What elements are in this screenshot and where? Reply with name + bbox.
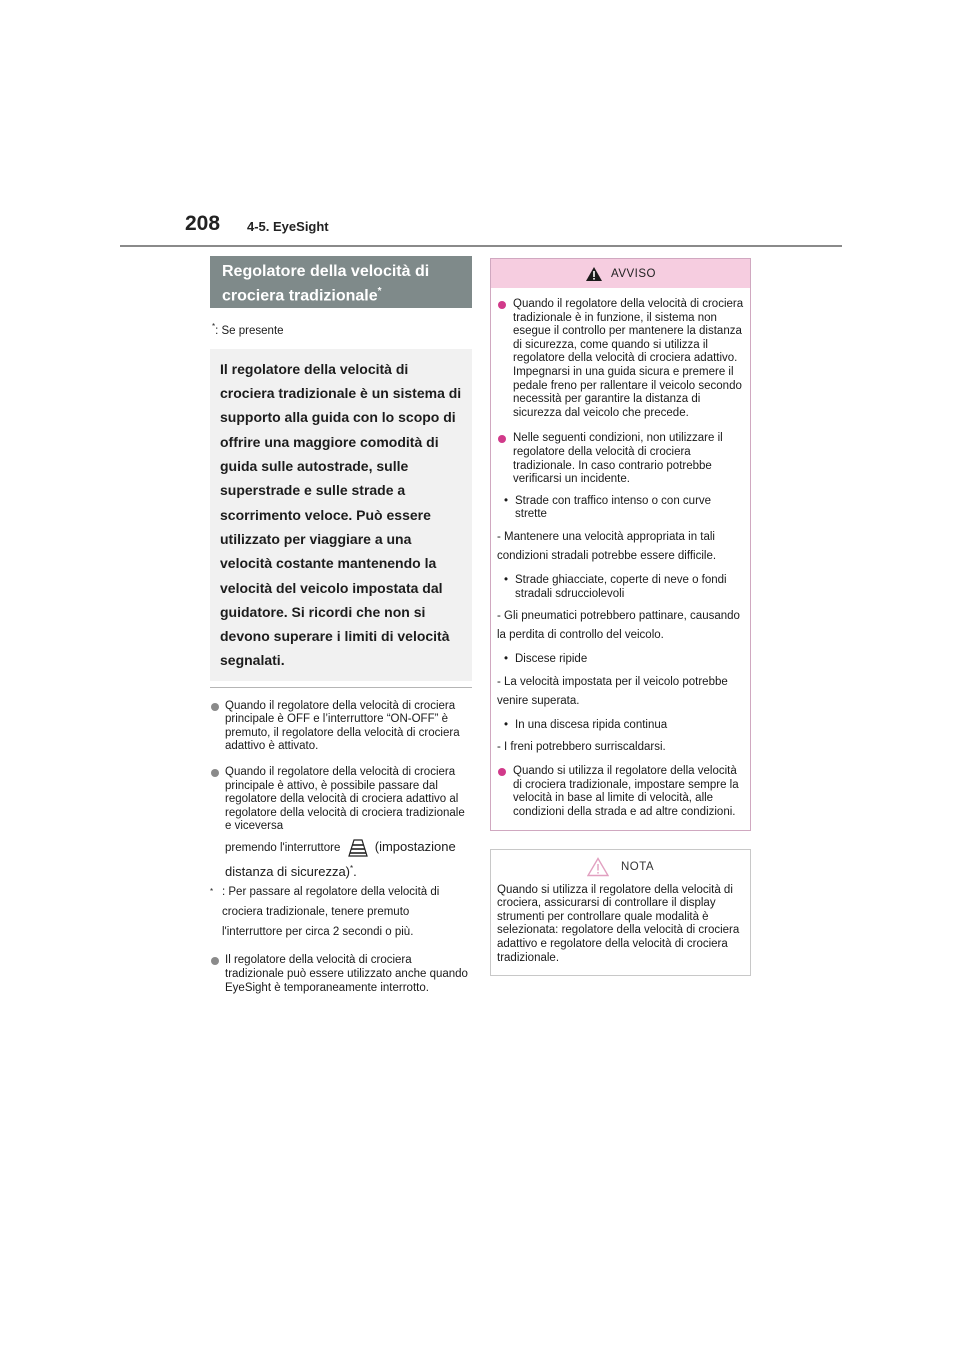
right-column — [490, 258, 751, 976]
section-reference: 4-5. EyeSight — [247, 219, 329, 234]
list-item: Il regolatore della velocità di crociera tradizionale può essere utilizzato anche quando EyeSight è temporaneamente interrotto. — [210, 954, 472, 995]
bullet-dot-icon — [498, 768, 506, 776]
bullet-point-icon: • — [504, 653, 509, 666]
section-title — [210, 256, 472, 308]
bullet-dot-icon — [211, 769, 219, 777]
bullet-point-icon: • — [504, 494, 509, 507]
note-title: NOTA — [620, 860, 655, 873]
list-item: Quando il regolatore della velocità di crociera principale è attivo, è possibile passare dal regolatore della velocità di crociera adattivo al regolatore della velocità di crociera tradizionale e viceversa premendo l'interruttore (impostazione distanza di sicurezza)*. — [210, 766, 472, 880]
title-footnote-star: * — [377, 286, 382, 297]
section-title-text: Regolatore della velocità di crociera tradizionale — [222, 263, 430, 305]
list-item: • Discese ripide — [504, 653, 588, 666]
bullet-dot-icon — [498, 435, 506, 443]
intro-divider — [210, 687, 472, 688]
list-item: Quando il regolatore della velocità di crociera principale è OFF e l’interruttore “ON-OFF” è premuto, il regolatore della velocità di crociera adattivo è attivato. — [210, 700, 472, 754]
note-header — [491, 850, 750, 884]
switch-footnote: * : Per passare al regolatore della velocità di crociera tradizionale, tenere premuto l'interruttore per circa 2 secondi o più. — [210, 886, 440, 939]
list-item: Quando il regolatore della velocità di crociera tradizionale è in funzione, il sistema non esegue il controllo per mantenere la distanza di sicurezza, come quando si utilizza il regolatore della velocità di crociera adattivo. Impegnarsi in una guida sicura e premere il pedale freno per rallentare il veicolo secondo necessità per garantire la distanza di sicurezza dal veicolo che precede. — [497, 298, 744, 420]
presence-footnote: *: Se presente — [212, 322, 284, 337]
bullet-point-icon: • — [504, 718, 509, 731]
warning-triangle-icon — [585, 266, 603, 282]
left-column — [210, 256, 472, 995]
note-box — [490, 849, 751, 977]
list-item: • Strade ghiacciate, coperte di neve o fondi stradali sdrucciolevoli — [504, 573, 727, 600]
bullet-point-icon: • — [504, 573, 509, 586]
warning-body — [491, 288, 750, 830]
list-item: Quando si utilizza il regolatore della velocità di crociera tradizionale, impostare sempre la velocità in base al limite di velocità, alle condizioni della strada e ad altre condizioni. — [497, 765, 744, 819]
list-item: Nelle seguenti condizioni, non utilizzare il regolatore della velocità di crociera tradizionale. In caso contrario potrebbe verificarsi un incidente. — [497, 432, 744, 486]
condition-note: - Mantenere una velocità appropriata in tali condizioni stradali potrebbe essere difficile. — [497, 530, 717, 562]
warning-title: AVVISO — [611, 267, 656, 280]
list-item: • In una discesa ripida continua — [504, 718, 668, 731]
warning-box — [490, 258, 751, 831]
warning-header — [491, 259, 750, 288]
page-number: 208 — [185, 212, 221, 235]
distance-setting-switch-icon — [347, 839, 369, 857]
caution-triangle-icon — [587, 857, 609, 877]
condition-note: - La velocità impostata per il veicolo potrebbe venire superata. — [497, 675, 728, 707]
bullet-dot-icon — [498, 301, 506, 309]
note-text: Quando si utilizza il regolatore della velocità di crociera, assicurarsi di controllare il display strumenti per controllare quale modalità è selezionata: regolatore della velocità di crociera adattivo e regolatore della velocità di crociera tradizionale. — [497, 883, 740, 964]
list-item: • Strade con traffico intenso o con curve strette — [504, 494, 712, 521]
bullet-dot-icon — [211, 703, 219, 711]
condition-note: - I freni potrebbero surriscaldarsi. — [497, 741, 666, 754]
header-divider — [120, 245, 842, 247]
intro-paragraph: Il regolatore della velocità di crociera tradizionale è un sistema di supporto alla guida con lo scopo di offrire una maggiore comodità di guida sulle autostrade, sulle superstrade e sulle strade a scorrimento veloce. Può essere utilizzato per viaggiare a una velocità costante mantenendo la velocità del veicolo impostata dal guidatore. Si ricordi che non si devono superare i limiti di velocità segnalati. — [210, 349, 472, 681]
condition-note: - Gli pneumatici potrebbero pattinare, causando la perdita di controllo del veicolo. — [497, 610, 740, 642]
bullet-dot-icon — [211, 957, 219, 965]
